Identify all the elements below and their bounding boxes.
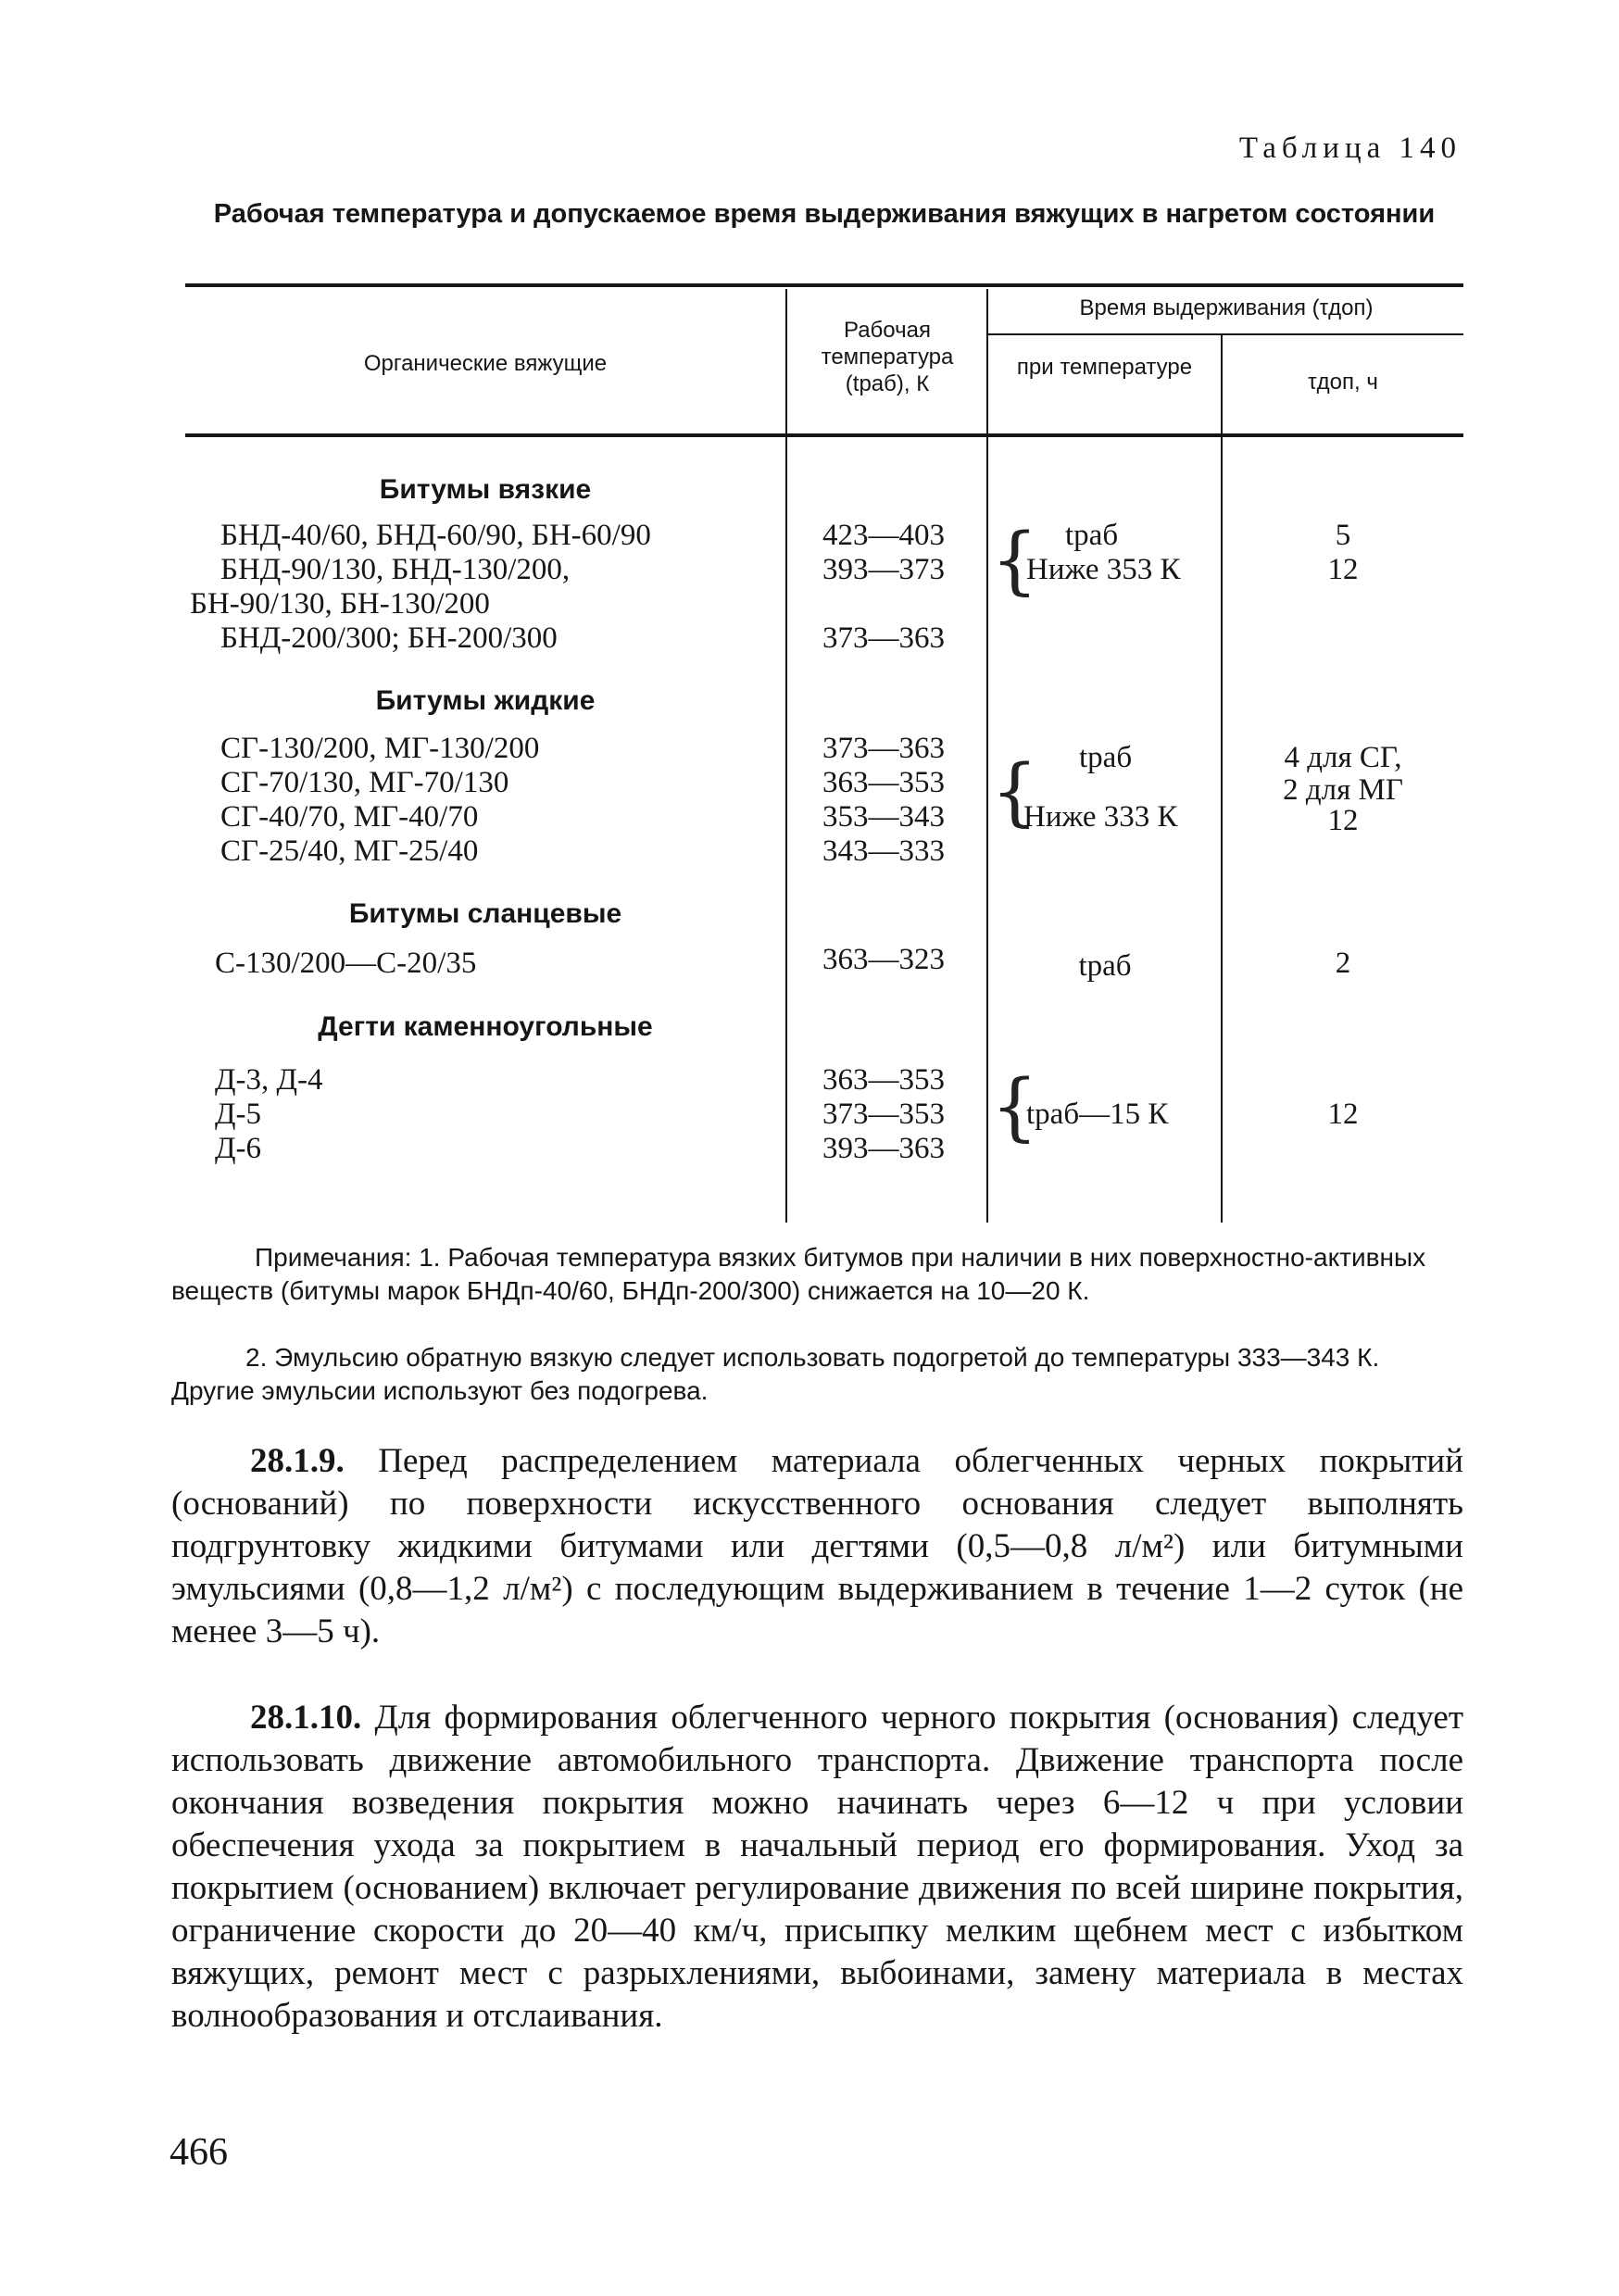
brace-icon: { xyxy=(991,517,1038,603)
header-at-temp: при температуре xyxy=(1016,355,1193,380)
temp-cell: 373—363 xyxy=(822,621,945,655)
tau-cell: 5 xyxy=(1335,519,1351,552)
table-number: Таблица 140 xyxy=(1238,132,1462,165)
paragraph-text: Перед распределением материала облегченных черных покрытий (оснований) по поверхности искусственного основания следует выполнять подгрунтовку жидкими битумами или дегтями (0,5—0,8 л/м²) или битумными эмульсиями (0,8—1,2 л/м²) с последующим выдерживанием в течение 1—2 суток (не менее 3—5 ч). xyxy=(171,1442,1463,1650)
binder-cell: СГ-130/200, МГ-130/200 xyxy=(220,732,540,765)
binder-cell: СГ-70/130, МГ-70/130 xyxy=(220,766,509,799)
section-heading: Битумы вязкие xyxy=(379,474,592,505)
temp-cell: 373—363 xyxy=(822,732,945,765)
header-binder: Органические вяжущие xyxy=(363,351,608,376)
temp-cell: 363—353 xyxy=(822,766,945,799)
temp-cell: 363—353 xyxy=(822,1063,945,1097)
binder-cell: С-130/200—С-20/35 xyxy=(215,947,477,980)
header-tau: τдоп, ч xyxy=(1308,370,1378,395)
temp-cell: 353—343 xyxy=(822,800,945,834)
tau-cell: 4 для СГ, xyxy=(1284,741,1402,774)
tau-cell: 12 xyxy=(1327,553,1359,586)
binder-cell: БНД-200/300; БН-200/300 xyxy=(220,621,558,655)
header-hold-time: Время выдерживания (τдоп) xyxy=(1079,295,1374,320)
at-temp-cell: Ниже 353 К xyxy=(1026,553,1181,586)
paragraph-text: Для формирования облегченного черного покрытия (основания) следует использовать движение автомобильного транспорта. Движение транспорта после окончания возведения покрытия можно начинать через 6—12 ч при условии обеспечения ухода за покрытием в начальный период его формирования. Уход за покрытием (основанием) включает регулирование движения по всей ширине покрытия, ограничение скорости до 20—40 км/ч, присыпку мелким щебнем мест с избытком вяжущих, ремонт мест с разрыхлениями, выбоинами, замену материала в местах волнообразования и отслаивания. xyxy=(171,1699,1463,2035)
binder-cell: БНД-90/130, БНД-130/200, xyxy=(220,553,571,586)
at-temp-cell: tраб xyxy=(1079,741,1133,774)
section-heading: Битумы жидкие xyxy=(375,685,596,716)
at-temp-cell: tраб xyxy=(1065,519,1119,552)
header-bottom-rule xyxy=(185,433,1463,437)
binder-cell: Д-6 xyxy=(215,1132,261,1165)
binder-cell: СГ-25/40, МГ-25/40 xyxy=(220,834,479,868)
at-temp-cell: Ниже 333 К xyxy=(1023,800,1178,834)
section-heading: Дегти каменноугольные xyxy=(318,1011,653,1042)
tau-cell: 2 xyxy=(1335,947,1351,980)
temp-cell: 393—363 xyxy=(822,1132,945,1165)
table-title: Рабочая температура и допускаемое время выдерживания вяжущих в нагретом состоянии xyxy=(213,199,1436,229)
temp-cell: 343—333 xyxy=(822,834,945,868)
table-top-rule xyxy=(185,283,1463,287)
paragraph-number: 28.1.9. xyxy=(250,1442,345,1480)
at-temp-cell: tраб xyxy=(1078,949,1132,983)
brace-icon: { xyxy=(991,748,1038,834)
note-1: Примечания: 1. Рабочая температура вязких битумов при наличии в них поверхностно-активных веществ (битумы марок БНДп-40/60, БНДп-200/300) снижается на 10—20 К. xyxy=(171,1243,1426,1305)
tau-cell: 12 xyxy=(1327,1098,1359,1131)
brace-icon: { xyxy=(991,1063,1038,1149)
at-temp-cell: tраб—15 К xyxy=(1026,1098,1169,1131)
binder-cell: Д-3, Д-4 xyxy=(215,1063,323,1097)
binder-cell: БНД-40/60, БНД-60/90, БН-60/90 xyxy=(220,519,651,552)
header-subrule xyxy=(986,333,1463,335)
binder-cell: СГ-40/70, МГ-40/70 xyxy=(220,800,479,834)
temp-cell: 363—323 xyxy=(822,943,945,976)
page-number: 466 xyxy=(169,2131,228,2174)
paragraph-28-1-10 xyxy=(171,1697,1463,2038)
column-divider-2 xyxy=(986,289,988,1223)
note-2: 2. Эмульсию обратную вязкую следует использовать подогретой до температуры 333—343 К. Другие эмульсии используют без подогрева. xyxy=(171,1343,1380,1405)
tau-cell: 12 xyxy=(1327,804,1359,837)
paragraph-28-1-9 xyxy=(171,1440,1463,1653)
section-heading: Битумы сланцевые xyxy=(348,898,622,929)
temp-cell: 423—403 xyxy=(822,519,945,552)
temp-cell: 373—353 xyxy=(822,1098,945,1131)
temp-cell: 393—373 xyxy=(822,553,945,586)
binder-cell: Д-5 xyxy=(215,1098,261,1131)
binder-cell: БН-90/130, БН-130/200 xyxy=(190,587,490,621)
column-divider-1 xyxy=(785,289,787,1223)
tau-cell: 2 для МГ xyxy=(1283,773,1403,807)
paragraph-number: 28.1.10. xyxy=(250,1699,362,1737)
header-work-temp: Рабочая температура (tраб), К xyxy=(821,318,954,396)
